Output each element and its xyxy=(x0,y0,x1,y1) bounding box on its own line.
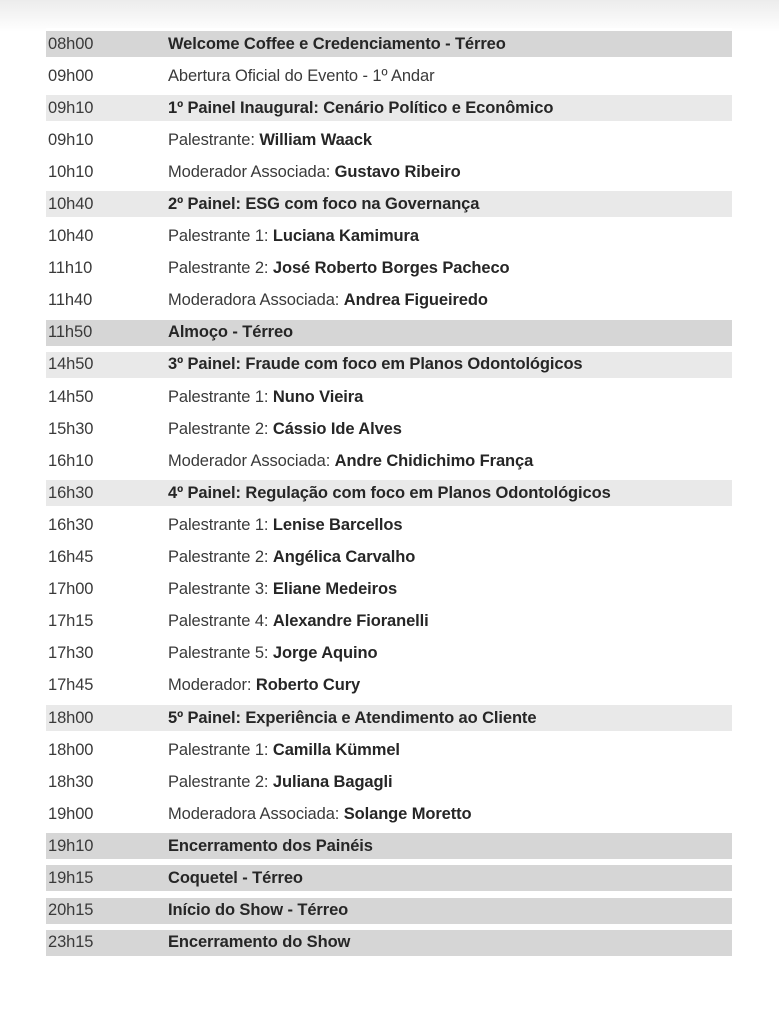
schedule-time: 10h40 xyxy=(48,227,94,246)
schedule-row xyxy=(46,766,732,798)
schedule-role-label: Abertura Oficial do Evento - 1º Andar xyxy=(168,66,435,85)
schedule-section-row xyxy=(46,830,732,862)
schedule-time: 19h15 xyxy=(48,868,94,887)
schedule-row xyxy=(46,798,732,830)
schedule-time: 14h50 xyxy=(48,387,94,406)
schedule-section-row xyxy=(46,28,732,60)
schedule-title: Angélica Carvalho xyxy=(272,548,416,567)
schedule-section-row xyxy=(46,349,732,381)
schedule-time: 16h30 xyxy=(48,483,94,502)
schedule-time: 18h00 xyxy=(48,740,94,759)
schedule-title: Camilla Kümmel xyxy=(272,740,400,759)
schedule-title: Nuno Vieira xyxy=(272,387,364,406)
schedule-role-label: Moderador Associada: xyxy=(168,451,335,470)
schedule-description xyxy=(168,484,732,503)
schedule-title: 4º Painel: Regulação com foco em Planos Odontológicos xyxy=(168,483,611,502)
schedule-role-label: Palestrante 1: xyxy=(168,515,273,534)
schedule-row xyxy=(46,638,732,670)
schedule-role-label: Palestrante 2: xyxy=(168,548,273,567)
schedule-time: 18h30 xyxy=(48,772,94,791)
schedule-time: 16h10 xyxy=(48,451,94,470)
schedule-section-row xyxy=(46,92,732,124)
schedule-role-label: Palestrante 1: xyxy=(168,387,273,406)
schedule-row xyxy=(46,285,732,317)
schedule-time: 17h00 xyxy=(48,580,94,599)
schedule-description xyxy=(168,805,732,824)
schedule-row xyxy=(46,670,732,702)
schedule-role-label: Palestrante 5: xyxy=(168,644,273,663)
schedule-section-row xyxy=(46,862,732,894)
schedule-description xyxy=(168,259,732,278)
schedule-description xyxy=(168,227,732,246)
schedule-title: Encerramento do Show xyxy=(168,933,351,952)
schedule-title: Coquetel - Térreo xyxy=(168,868,303,887)
schedule-time: 09h00 xyxy=(48,66,94,85)
schedule-time: 08h00 xyxy=(48,34,94,53)
schedule-title: Cássio Ide Alves xyxy=(272,419,402,438)
schedule-section-row xyxy=(46,927,732,959)
schedule-row xyxy=(46,574,732,606)
schedule-row xyxy=(46,413,732,445)
schedule-time: 19h00 xyxy=(48,804,94,823)
schedule-time: 16h45 xyxy=(48,548,94,567)
schedule-section-row xyxy=(46,702,732,734)
schedule-time: 16h30 xyxy=(48,515,94,534)
schedule-title: Andrea Figueiredo xyxy=(343,291,488,310)
schedule-role-label: Palestrante: xyxy=(168,130,260,149)
schedule-title: Roberto Cury xyxy=(255,676,361,695)
schedule-title: José Roberto Borges Pacheco xyxy=(272,259,510,278)
schedule-description xyxy=(168,452,732,471)
schedule-time: 11h40 xyxy=(48,291,93,310)
schedule-description xyxy=(168,291,732,310)
schedule-description xyxy=(168,644,732,663)
schedule-role-label: Palestrante 2: xyxy=(168,419,273,438)
schedule-description xyxy=(168,548,732,567)
schedule-description xyxy=(168,869,732,888)
schedule-description xyxy=(168,131,732,150)
schedule-description xyxy=(168,388,732,407)
schedule-role-label: Moderadora Associada: xyxy=(168,291,344,310)
schedule-description xyxy=(168,516,732,535)
schedule-row xyxy=(46,381,732,413)
schedule-time: 14h50 xyxy=(48,355,94,374)
schedule-row xyxy=(46,156,732,188)
schedule-title: Juliana Bagagli xyxy=(272,772,393,791)
schedule-section-row xyxy=(46,477,732,509)
schedule-role-label: Palestrante 2: xyxy=(168,259,273,278)
schedule-time: 10h40 xyxy=(48,195,94,214)
schedule-role-label: Palestrante 1: xyxy=(168,227,273,246)
schedule-title: Encerramento dos Painéis xyxy=(168,836,373,855)
schedule-role-label: Moderadora Associada: xyxy=(168,804,344,823)
schedule-title: Início do Show - Térreo xyxy=(168,901,349,920)
schedule-row xyxy=(46,606,732,638)
schedule-section-row xyxy=(46,895,732,927)
schedule-time: 09h10 xyxy=(48,98,94,117)
schedule-description xyxy=(168,323,732,342)
schedule-description xyxy=(168,35,732,54)
schedule-description xyxy=(168,580,732,599)
schedule-description xyxy=(168,741,732,760)
schedule-description xyxy=(168,420,732,439)
schedule-title: Lenise Barcellos xyxy=(272,515,403,534)
schedule-row xyxy=(46,253,732,285)
schedule-description xyxy=(168,837,732,856)
schedule-row xyxy=(46,60,732,92)
schedule-time: 17h45 xyxy=(48,676,94,695)
schedule-row xyxy=(46,221,732,253)
schedule-time: 23h15 xyxy=(48,933,94,952)
schedule-title: Alexandre Fioranelli xyxy=(272,612,429,631)
schedule-description xyxy=(168,933,732,952)
schedule-description xyxy=(168,67,732,86)
schedule-row xyxy=(46,542,732,574)
schedule-title: 5º Painel: Experiência e Atendimento ao Cliente xyxy=(168,708,537,727)
schedule-title: 3º Painel: Fraude com foco em Planos Odontológicos xyxy=(168,355,583,374)
schedule-role-label: Palestrante 3: xyxy=(168,580,273,599)
schedule-description xyxy=(168,163,732,182)
schedule-role-label: Moderador Associada: xyxy=(168,162,335,181)
schedule-row xyxy=(46,509,732,541)
schedule-time: 17h15 xyxy=(48,612,94,631)
schedule-role-label: Palestrante 2: xyxy=(168,772,273,791)
schedule-time: 18h00 xyxy=(48,708,94,727)
schedule-title: William Waack xyxy=(259,130,372,149)
schedule-description xyxy=(168,355,732,374)
schedule-title: Welcome Coffee e Credenciamento - Térreo xyxy=(168,34,506,53)
schedule-description xyxy=(168,676,732,695)
schedule-time: 17h30 xyxy=(48,644,94,663)
schedule-row xyxy=(46,124,732,156)
schedule-title: 2º Painel: ESG com foco na Governança xyxy=(168,195,480,214)
schedule-title: Luciana Kamimura xyxy=(272,227,419,246)
schedule-description xyxy=(168,773,732,792)
schedule-title: 1º Painel Inaugural: Cenário Político e Econômico xyxy=(168,98,554,117)
schedule-role-label: Palestrante 1: xyxy=(168,740,273,759)
schedule-description xyxy=(168,709,732,728)
schedule-section-row xyxy=(46,188,732,220)
schedule-time: 09h10 xyxy=(48,130,94,149)
schedule-time: 15h30 xyxy=(48,419,94,438)
schedule-description xyxy=(168,612,732,631)
schedule-time: 19h10 xyxy=(48,836,94,855)
schedule-role-label: Palestrante 4: xyxy=(168,612,273,631)
schedule-title: Gustavo Ribeiro xyxy=(334,162,461,181)
schedule-time: 10h10 xyxy=(48,162,94,181)
schedule-description xyxy=(168,901,732,920)
schedule-time: 11h10 xyxy=(48,259,93,278)
schedule-title: Andre Chidichimo França xyxy=(334,451,534,470)
schedule-role-label: Moderador: xyxy=(168,676,256,695)
schedule-section-row xyxy=(46,317,732,349)
schedule-description xyxy=(168,99,732,118)
schedule-time: 20h15 xyxy=(48,901,94,920)
schedule-row xyxy=(46,445,732,477)
schedule-description xyxy=(168,195,732,214)
schedule-row xyxy=(46,734,732,766)
schedule-title: Solange Moretto xyxy=(343,804,472,823)
schedule-title: Almoço - Térreo xyxy=(168,323,294,342)
schedule-title: Jorge Aquino xyxy=(272,644,378,663)
schedule-table xyxy=(46,28,732,959)
schedule-title: Eliane Medeiros xyxy=(272,580,398,599)
schedule-time: 11h50 xyxy=(48,323,93,342)
